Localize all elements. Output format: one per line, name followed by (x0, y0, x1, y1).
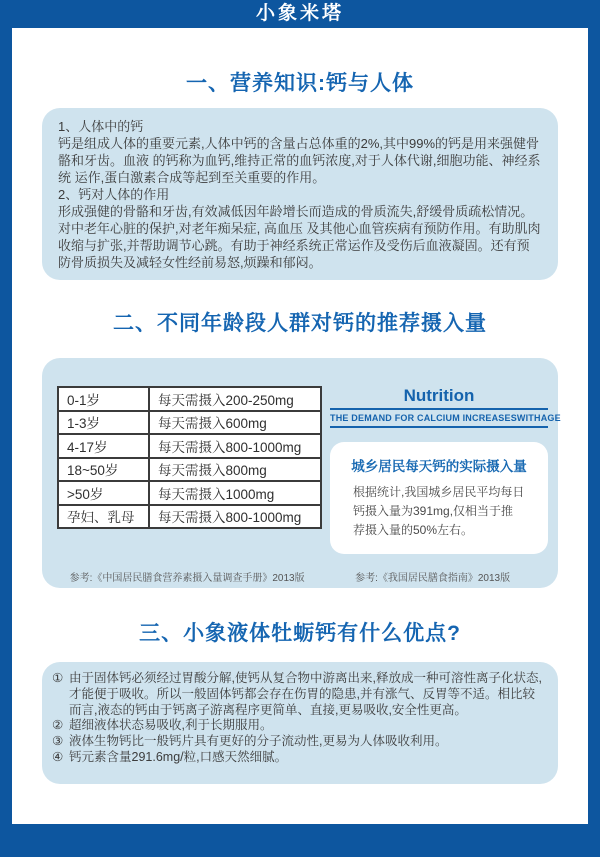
table-row (58, 387, 321, 411)
item-text: 钙元素含量291.6mg/粒,口感天然细腻。 (69, 749, 288, 764)
card-title: 城乡居民每天钙的实际摄入量 (351, 459, 527, 474)
section1-title: 一、营养知识:钙与人体 (186, 72, 414, 95)
table-row (58, 434, 321, 458)
header-bar (0, 0, 600, 28)
age-cell: 孕妇、乳母 (58, 505, 149, 529)
block1-heading: 1、人体中的钙 (58, 119, 144, 134)
intake-columns (57, 386, 561, 554)
advantages-list (52, 671, 546, 766)
calcium-intake-table (57, 386, 322, 529)
advantage-item (52, 718, 546, 734)
content-area (12, 28, 588, 824)
item-number: ① (52, 671, 64, 685)
intake-panel (42, 358, 561, 588)
nutrition-sidebar (330, 386, 561, 554)
item-number: ③ (52, 734, 64, 749)
item-text: 超细液体状态易吸收,利于长期服用。 (69, 718, 273, 733)
advantage-item (52, 750, 546, 766)
section3-title: 三、小象液体牡蛎钙有什么优点? (139, 622, 461, 645)
age-cell: 4-17岁 (58, 434, 149, 458)
block2-text: 形成强健的骨骼和牙齿,有效减低因年龄增长而造成的骨质流失,舒缓骨质疏松情况。对中老年心脏的保护,对老年痴呆症, 高血压 及其他心血管疾病有预防作用。有助肌肉收缩与扩张,并帮助调节心跳。有助于神经系统正常运作及受伤后血液凝固。还有预防骨质损失及减轻女性经前易怒,烦躁和郁闷。 (58, 204, 541, 270)
age-cell: 18~50岁 (58, 458, 149, 482)
block1-text: 钙是组成人体的重要元素,人体中钙的含量占总体重的2%,其中99%的钙是用来强健骨骼和牙齿。血液 的钙称为血钙,维持正常的血钙浓度,对于人体代谢,细胞功能、神经系统 运作,蛋白激素合成等起到至关重要的作用。 (58, 136, 541, 185)
table-row (58, 481, 321, 505)
reference-right: 参考:《我国居民膳食指南》2013版 (355, 573, 511, 584)
actual-intake-card (330, 442, 548, 554)
section2-title: 二、不同年龄段人群对钙的推荐摄入量 (113, 312, 487, 335)
table-row (58, 411, 321, 435)
item-number: ② (52, 718, 64, 733)
brand-logo-text: 小象米塔 (255, 3, 344, 24)
intake-cell: 每天需摄入800-1000mg (149, 434, 321, 458)
card-text: 根据统计,我国城乡居民平均每日钙摄入量为391mg,仅相当于推荐摄入量的50%左右。 (353, 485, 525, 537)
footer-bar (0, 824, 600, 857)
nutrition-heading: Nutrition (330, 386, 548, 410)
item-text: 液体生物钙比一般钙片具有更好的分子流动性,更易为人体吸收利用。 (69, 734, 448, 749)
intake-cell: 每天需摄入800mg (149, 458, 321, 482)
references-row (57, 569, 548, 584)
intake-cell: 每天需摄入600mg (149, 411, 321, 435)
table-row (58, 458, 321, 482)
intake-cell: 每天需摄入800-1000mg (149, 505, 321, 529)
age-cell: 1-3岁 (58, 411, 149, 435)
advantage-item (52, 734, 546, 750)
block2-heading: 2、钙对人体的作用 (58, 187, 170, 202)
nutrition-subtitle: THE DEMAND FOR CALCIUM INCREASESWITHAGE (330, 410, 548, 428)
age-cell: 0-1岁 (58, 387, 149, 411)
advantages-panel (42, 662, 558, 784)
advantage-item (52, 671, 546, 718)
item-number: ④ (52, 749, 64, 764)
intake-cell: 每天需摄入200-250mg (149, 387, 321, 411)
reference-left: 参考:《中国居民膳食营养素摄入量调查手册》2013版 (69, 573, 305, 584)
table-row (58, 505, 321, 529)
item-text: 由于固体钙必须经过胃酸分解,使钙从复合物中游离出来,释放成一种可溶性离子化状态,才能便于吸收。所以一般固体钙都会存在伤胃的隐患,并有涨气、反胃等不适。相比较而言,液态的钙由于钙离子游离程序更简单、直接,更易吸收,安全性更高。 (69, 671, 542, 717)
intake-cell: 每天需摄入1000mg (149, 481, 321, 505)
age-cell: >50岁 (58, 481, 149, 505)
calcium-knowledge-panel (42, 108, 558, 280)
